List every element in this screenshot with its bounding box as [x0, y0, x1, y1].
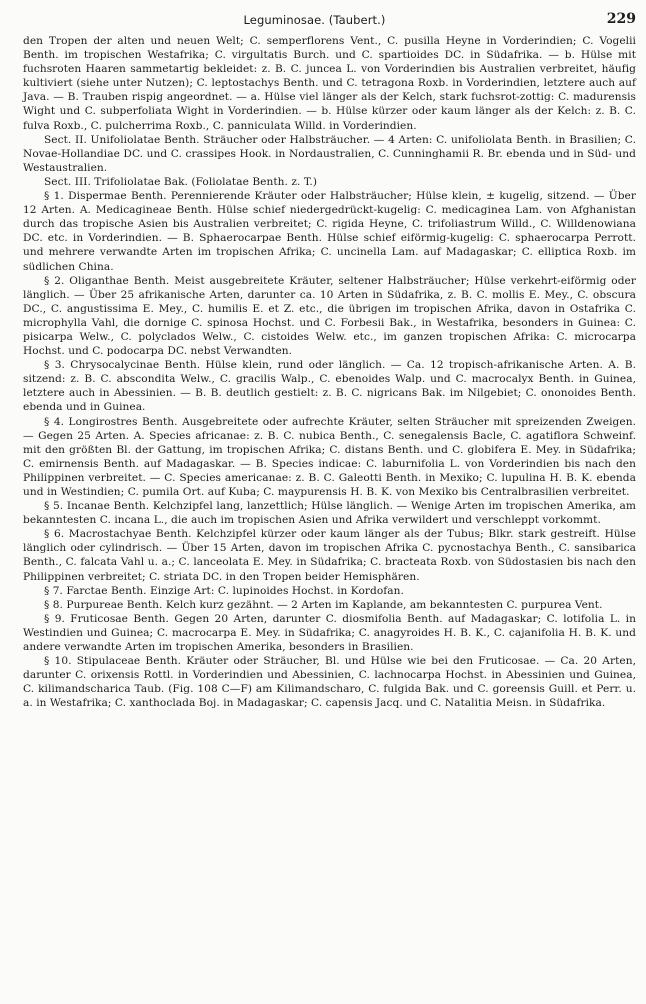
paragraph-sect-2-unifoliolatae: Sect. II. Unifoliolatae Benth. Sträucher oder Halbsträucher. — 4 Arten: C. unifoliolata Benth. in Brasilien; C. Novae-Hollandiae DC. und C. crassipes Hook. in Nordaustralien, C. Cunninghamii R. Br. ebenda und in Süd- und Westaustralien. — [23, 133, 636, 174]
paragraph-s5-incanae: § 5. Incanae Benth. Kelchzipfel lang, lanzettlich; Hülse länglich. — Wenige Arten im tropischen Amerika, am bekanntesten C. incana L., die auch im tropischen Asien und Afrika verwildert und verschleppt vorkommt. — [23, 500, 636, 527]
paragraph-s10-stipulaceae: § 10. Stipulaceae Benth. Kräuter oder Sträucher, Bl. und Hülse wie bei den Fruticosae. — Ca. 20 Arten, darunter C. orixensis Rottl. in Vorderindien und Abessinien, C. lachnocarpa Hochst. in Abessinien und Guinea, C. kilimandscharica Taub. (Fig. 108 C—F) am Kilimandscharo, C. fulgida Bak. und C. goreensis Guill. et Perr. u. a. in Westafrika; C. xanthoclada Boj. in Madagaskar; C. capensis Jacq. und C. Natalitia Meisn. in Südafrika. — [23, 655, 636, 710]
paragraph-s4-longirostres: § 4. Longirostres Benth. Ausgebreitete oder aufrechte Kräuter, selten Sträucher mit spreizenden Zweigen. — Gegen 25 Arten. A. Species africanae: z. B. C. nubica Benth., C. senegalensis Bacle, C. agatiflora Schweinf. mit den größten Bl. der Gattung, im tropischen Afrika; C. distans Benth. und C. globifera E. Mey. in Südafrika; C. emirnensis Benth. auf Madagaskar. — B. Species indicae: C. laburnifolia L. von Vorderindien bis nach den Philippinen verbreitet. — C. Species americanae: z. B. C. Galeotti Benth. in Mexiko; C. lupulina H. B. K. ebenda und in Westindien; C. pumila Ort. auf Kuba; C. maypurensis H. B. K. von Mexiko bis Centralbrasilien verbreitet. — [23, 415, 636, 498]
body-text — [23, 34, 636, 711]
paragraph-s6-macrostachyae: § 6. Macrostachyae Benth. Kelchzipfel kürzer oder kaum länger als der Tubus; Blkr. stark gestreift. Hülse länglich oder cylindrisch. — Über 15 Arten, davon im tropischen Afrika C. pycnostachya Benth., C. sansibarica Benth., C. falcata Vahl u. a.; C. lanceolata E. Mey. in Südafrika; C. bracteata Roxb. von Südostasien bis nach den Philippinen verbreitet; C. striata DC. in den Tropen beider Hemisphären. — [23, 528, 636, 583]
paragraph-s7-farctae: § 7. Farctae Benth. Einzige Art: C. lupinoides Hochst. in Kordofan. — [44, 584, 404, 597]
paragraph-sect-3-trifoliolatae: Sect. III. Trifoliolatae Bak. (Foliolatae Benth. z. T.) — [44, 175, 317, 188]
paragraph-s8-purpureae: § 8. Purpureae Benth. Kelch kurz gezähnt. — 2 Arten im Kaplande, am bekanntesten C. purpurea Vent. — [44, 598, 603, 611]
page-header — [23, 10, 636, 34]
paragraph-s1-dispermae: § 1. Dispermae Benth. Perennierende Kräuter oder Halbsträucher; Hülse klein, ± kugelig, sitzend. — Über 12 Arten. A. Medicagineae Benth. Hülse schief niedergedrückt-kugelig: C. medicaginea Lam. von Afghanistan durch das tropische Asien bis Australien verbreitet; C. rigida Heyne, C. trifoliastrum Willd., C. Willdenowiana DC. etc. in Vorderindien. — B. Sphaerocarpae Benth. Hülse schief eiförmig-kugelig: C. sphaerocarpa Perrott. und mehrere verwandte Arten im tropischen Afrika; C. uncinella Lam. auf Madagaskar; C. elliptica Roxb. im südlichen China. — [23, 190, 636, 273]
paragraph-s9-fruticosae: § 9. Fruticosae Benth. Gegen 20 Arten, darunter C. diosmifolia Benth. auf Madagaskar; C. lotifolia L. in Westindien und Guinea; C. macrocarpa E. Mey. in Südafrika; C. anagyroides H. B. K., C. cajanifolia H. B. K. und andere verwandte Arten im tropischen Amerika, besonders in Brasilien. — [23, 612, 636, 654]
page-number: 229 — [606, 11, 636, 27]
running-head: Leguminosae. (Taubert.) — [243, 13, 386, 27]
paragraph-s3-chrysocalycinae: § 3. Chrysocalycinae Benth. Hülse klein, rund oder länglich. — Ca. 12 tropisch-afrikanische Arten. A. B. sitzend: z. B. C. abscondita Welw., C. gracilis Walp., C. ebenoides Walp. und C. macrocalyx Benth. in Guinea, letztere auch in Abessinien. — B. B. deutlich gestielt: z. B. C. nigricans Bak. im Nilgebiet; C. ononoides Benth. ebenda und in Guinea. — [23, 359, 636, 414]
paragraph-s2-oliganthae: § 2. Oliganthae Benth. Meist ausgebreitete Kräuter, seltener Halbsträucher; Hülse verkehrt-eiförmig oder länglich. — Über 25 afrikanische Arten, darunter ca. 10 Arten in Südafrika, z. B. C. mollis E. Mey., C. obscura DC., C. angustissima E. Mey., C. humilis E. et Z. etc., die übrigen im tropischen Afrika, davon in Ostafrika C. microphylla Vahl, die dornige C. spinosa Hochst. und C. Forbesii Bak., in Westafrika, besonders in Guinea: C. pisicarpa Welw., C. polyclados Welw., C. cistoides Welw. etc., im ganzen tropischen Afrika: C. microcarpa Hochst. und C. podocarpa DC. nebst Verwandten. — [23, 274, 636, 358]
paragraph-continuation: den Tropen der alten und neuen Welt; C. semperflorens Vent., C. pusilla Heyne in Vorderindien; C. Vogelii Benth. im tropischen Westafrika; C. virgultatis Burch. und C. spartioides DC. in Südafrika. — b. Hülse mit fuchsroten Haaren sammetartig bekleidet: z. B. C. juncea L. von Vorderindien bis Australien verbreitet, häufig kultiviert (siehe unter Nutzen); C. leptostachys Benth. und C. tetragona Roxb. in Vorderindien, letztere auch auf Java. — B. Trauben rispig angeordnet. — a. Hülse viel länger als der Kelch, stark fuchsrot-zottig: C. madurensis Wight und C. subperfoliata Wight in Vorderindien. — b. Hülse kürzer oder kaum länger als der Kelch: z. B. C. fulva Roxb., C. pulcherrima Roxb., C. panniculata Willd. in Vorderindien. — [23, 35, 636, 132]
